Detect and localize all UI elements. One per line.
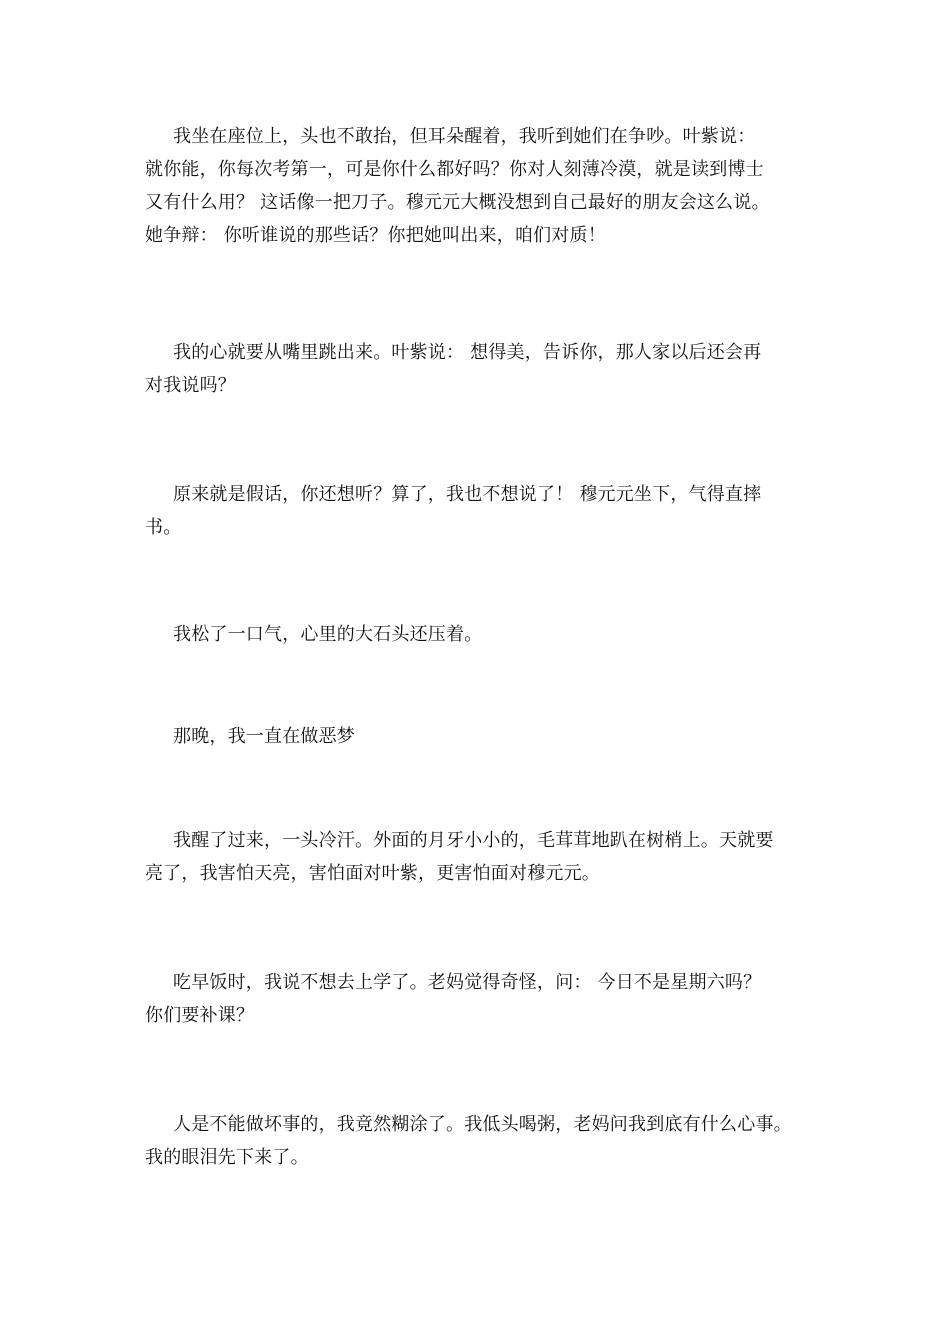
paragraph-line: 又有什么用？ 这话像一把刀子。穆元元大概没想到自己最好的朋友会这么说。 <box>145 192 770 213</box>
paragraph-line: 原来就是假话，你还想听？算了，我也不想说了！ 穆元元坐下，气得直摔 <box>173 484 762 505</box>
paragraph-line: 那晚，我一直在做恶梦 <box>173 726 355 747</box>
paragraph-3 <box>145 478 825 544</box>
paragraph-5 <box>145 720 825 753</box>
paragraph-line: 亮了，我害怕天亮，害怕面对叶紫，更害怕面对穆元元。 <box>145 863 600 884</box>
paragraph-line: 我松了一口气，心里的大石头还压着。 <box>173 624 483 645</box>
paragraph-4 <box>145 618 825 651</box>
paragraph-6 <box>145 824 825 890</box>
paragraph-line: 人是不能做坏事的，我竟然糊涂了。我低头喝粥，老妈问我到底有什么心事。 <box>173 1114 792 1135</box>
paragraph-line: 我醒了过来，一头冷汗。外面的月牙小小的，毛茸茸地趴在树梢上。天就要 <box>173 830 774 851</box>
paragraph-line: 就你能，你每次考第一，可是你什么都好吗？你对人刻薄冷漠，就是读到博士 <box>145 159 764 180</box>
paragraph-line: 她争辩： 你听谁说的那些话？你把她叫出来，咱们对质！ <box>145 225 606 246</box>
paragraph-7 <box>145 966 825 1032</box>
paragraph-line: 我的心就要从嘴里跳出来。叶紫说： 想得美，告诉你，那人家以后还会再 <box>173 342 762 363</box>
paragraph-line: 书。 <box>145 517 182 538</box>
paragraph-line: 我坐在座位上，头也不敢抬，但耳朵醒着，我听到她们在争吵。叶紫说： <box>173 126 756 147</box>
paragraph-line: 对我说吗？ <box>145 375 236 396</box>
paragraph-2 <box>145 336 825 402</box>
paragraph-line: 我的眼泪先下来了。 <box>145 1147 309 1168</box>
paragraph-line: 吃早饭时，我说不想去上学了。老妈觉得奇怪，问： 今日不是星期六吗？ <box>173 972 762 993</box>
paragraph-8 <box>145 1108 825 1174</box>
paragraph-line: 你们要补课？ <box>145 1005 255 1026</box>
paragraph-1 <box>145 120 825 252</box>
